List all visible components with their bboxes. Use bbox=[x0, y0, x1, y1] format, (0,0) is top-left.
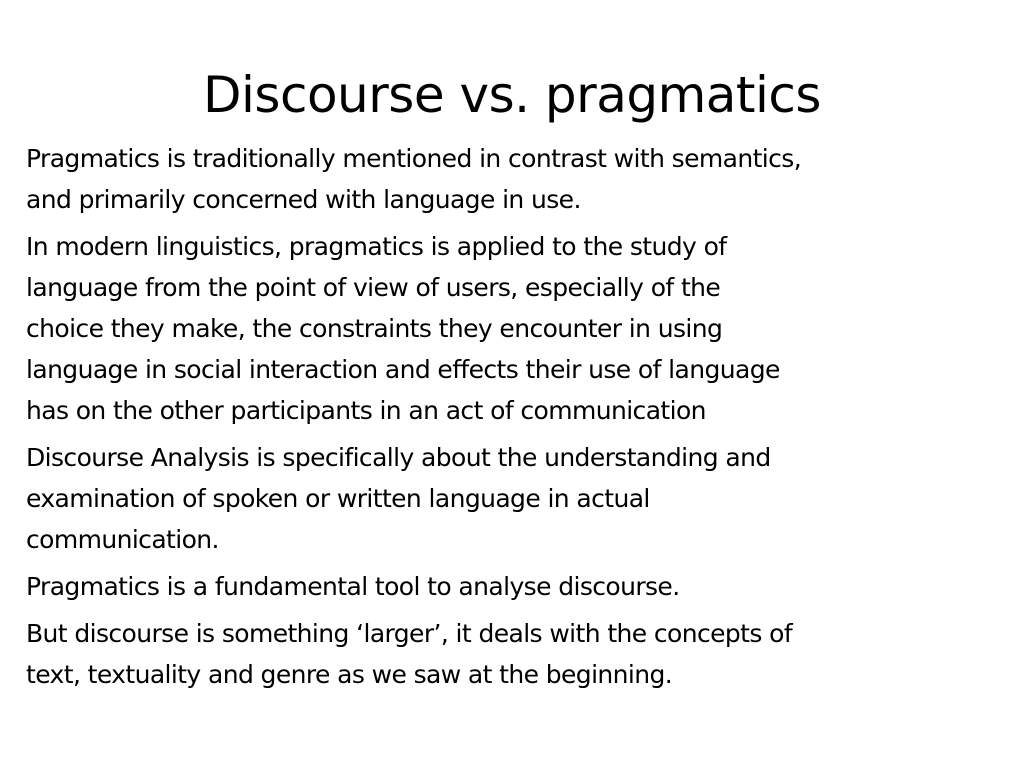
slide-title: Discourse vs. pragmatics bbox=[203, 66, 821, 124]
text-line: communication. bbox=[26, 525, 219, 554]
paragraph-pragmatics-definition bbox=[26, 138, 986, 220]
text-line: has on the other participants in an act of communication bbox=[26, 396, 706, 425]
text-line: In modern linguistics, pragmatics is applied to the study of bbox=[26, 232, 727, 261]
text-line: language in social interaction and effects their use of language bbox=[26, 355, 780, 384]
paragraph-fundamental-tool bbox=[26, 566, 986, 607]
slide-body bbox=[26, 138, 986, 701]
text-line: and primarily concerned with language in use. bbox=[26, 185, 581, 214]
text-line: Discourse Analysis is specifically about the understanding and bbox=[26, 443, 771, 472]
paragraph-discourse-analysis bbox=[26, 437, 986, 560]
text-line: choice they make, the constraints they encounter in using bbox=[26, 314, 723, 343]
text-line: Pragmatics is traditionally mentioned in contrast with semantics, bbox=[26, 144, 802, 173]
text-line: examination of spoken or written language in actual bbox=[26, 484, 650, 513]
text-line: text, textuality and genre as we saw at the beginning. bbox=[26, 660, 673, 689]
text-line: Pragmatics is a fundamental tool to analyse discourse. bbox=[26, 572, 680, 601]
text-line: language from the point of view of users, especially of the bbox=[26, 273, 721, 302]
text-line: But discourse is something ‘larger’, it deals with the concepts of bbox=[26, 619, 793, 648]
paragraph-discourse-larger bbox=[26, 613, 986, 695]
paragraph-modern-linguistics bbox=[26, 226, 986, 431]
